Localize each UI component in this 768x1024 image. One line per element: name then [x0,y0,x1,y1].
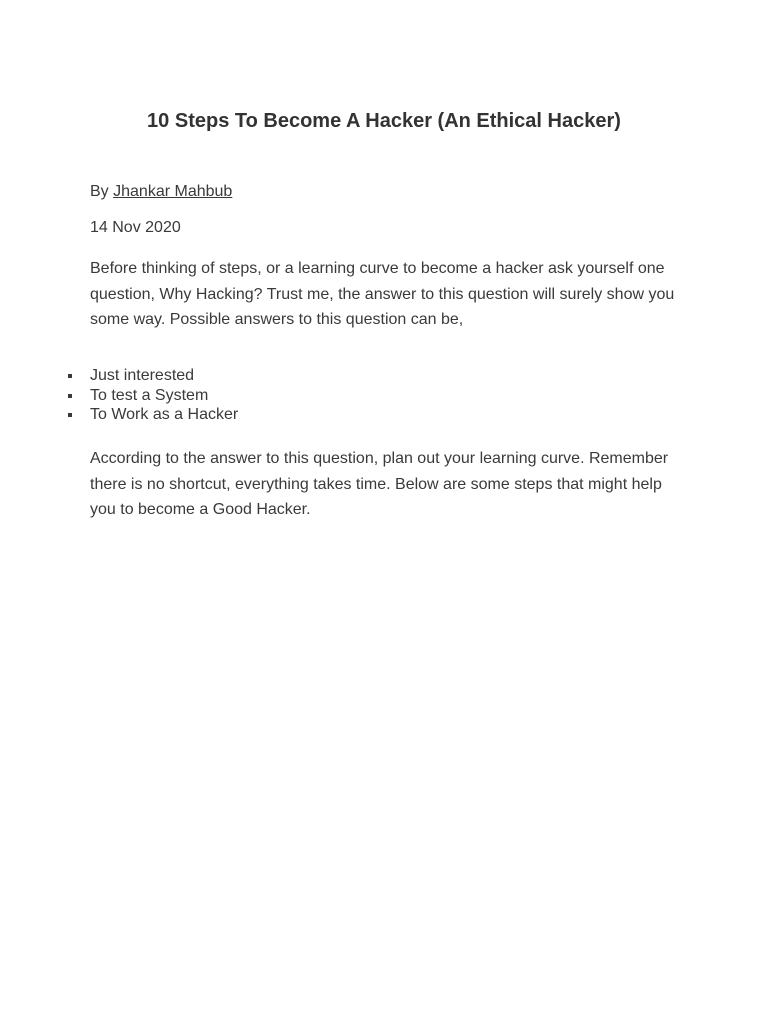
conclusion-paragraph: According to the answer to this question, plan out your learning curve. Remember there is no shortcut, everything takes time. Below are some steps that might help you to become a Good Hacker. [90,450,669,518]
list-item [0,405,238,425]
list-item [0,386,238,406]
list-item [0,366,238,386]
author-link[interactable]: Jhankar Mahbub [113,183,233,200]
list-item-text: To Work as a Hacker [90,406,239,423]
answers-list [0,366,238,425]
byline [90,181,232,203]
byline-prefix: By [90,183,114,200]
intro-paragraph: Before thinking of steps, or a learning curve to become a hacker ask yourself one question, Why Hacking? Trust me, the answer to this question will surely show you some way. Possible answers to this question can be, [90,260,675,328]
bullet-icon [68,374,72,378]
bullet-icon [68,394,72,398]
article-title: 10 Steps To Become A Hacker (An Ethical Hacker) [147,110,621,132]
publish-date: 14 Nov 2020 [90,219,181,236]
bullet-icon [68,413,72,417]
list-item-text: Just interested [90,367,195,384]
list-item-text: To test a System [90,386,209,404]
